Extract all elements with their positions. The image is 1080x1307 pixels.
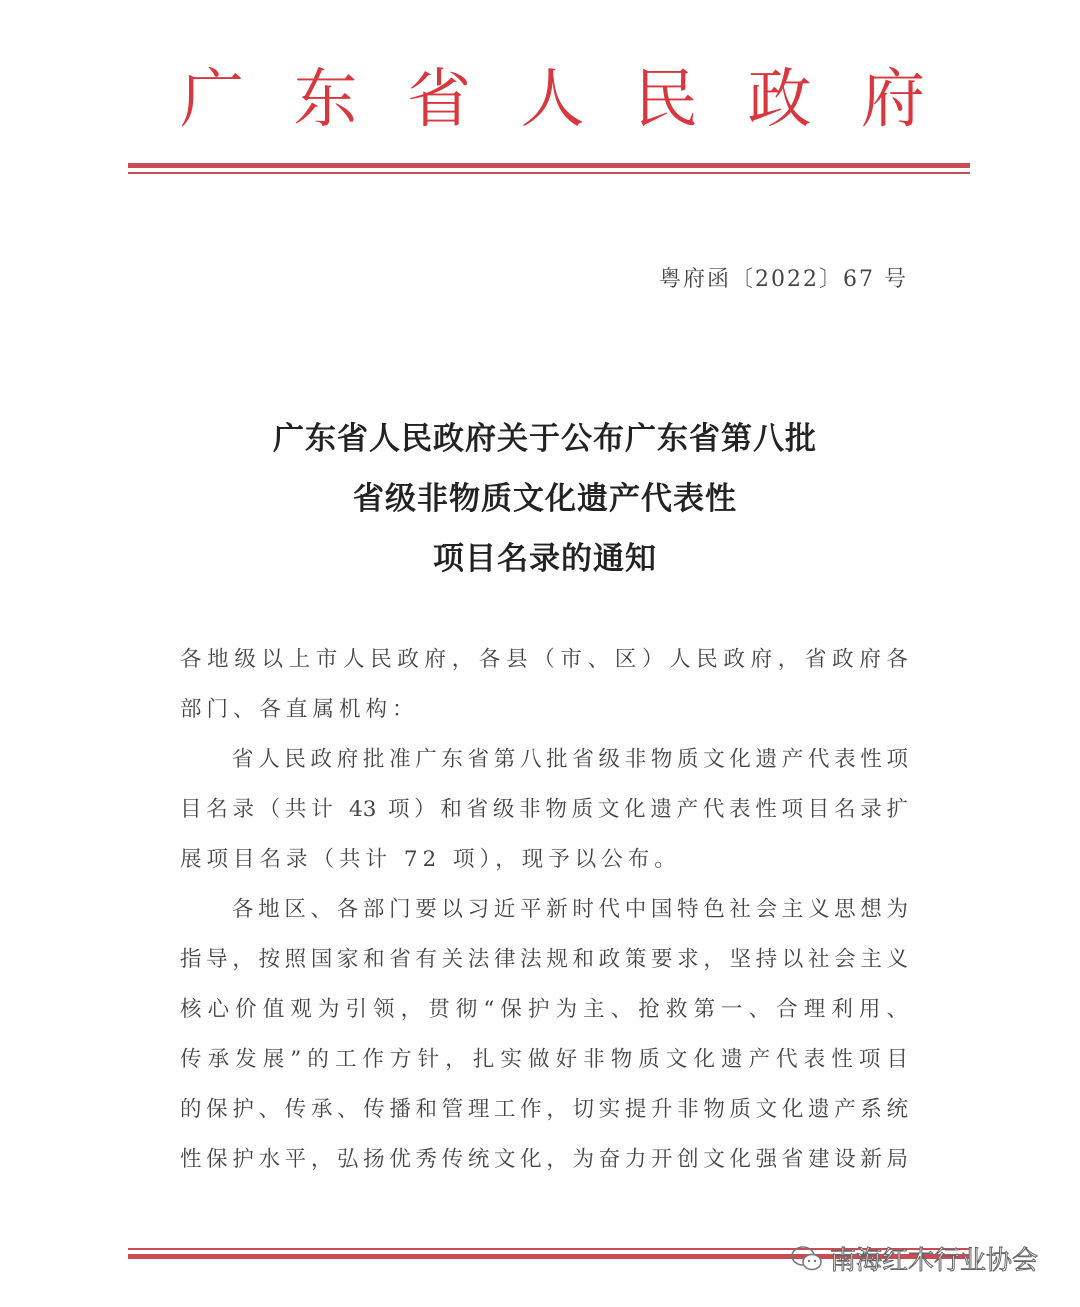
body-line: 展项目名录（共计 72 项），现予以公布。 xyxy=(180,847,681,872)
body-line: 省人民政府批准广东省第八批省级非物质文化遗产代表性项 xyxy=(232,747,908,772)
masthead-char: 省 xyxy=(407,63,471,137)
masthead-char: 东 xyxy=(293,63,358,137)
wechat-icon xyxy=(790,1245,824,1273)
top-rule-thin xyxy=(128,172,970,174)
masthead xyxy=(180,60,925,140)
body-line: 部门、各直属机构： xyxy=(180,697,419,722)
masthead-char: 政 xyxy=(747,63,812,137)
document-number: 粤府函〔2022〕67 号 xyxy=(659,267,908,292)
title-line: 广东省人民政府关于公布广东省第八批 xyxy=(273,421,817,457)
body-line: 性保护水平，弘扬优秀传统文化，为奋力开创文化强省建设新局 xyxy=(180,1147,908,1172)
body-line: 传承发展”的工作方针，扎实做好非物质文化遗产代表性项目 xyxy=(180,1047,908,1072)
masthead-char: 广 xyxy=(180,63,244,137)
masthead-char: 民 xyxy=(634,63,698,137)
body-line: 的保护、传承、传播和管理工作，切实提升非物质文化遗产系统 xyxy=(180,1097,908,1122)
body-line: 指导，按照国家和省有关法律法规和政策要求，坚持以社会主义 xyxy=(180,947,908,972)
top-rule-thick xyxy=(128,163,970,168)
body-line: 目名录（共计 43 项）和省级非物质文化遗产代表性项目名录扩 xyxy=(180,797,908,822)
body-line: 各地区、各部门要以习近平新时代中国特色社会主义思想为 xyxy=(232,897,908,922)
masthead-char: 人 xyxy=(520,63,585,137)
body-line: 各地级以上市人民政府，各县（市、区）人民政府，省政府各 xyxy=(180,647,908,672)
title-line: 省级非物质文化遗产代表性 xyxy=(353,481,737,517)
watermark-text: 南海红木行业协会 xyxy=(830,1246,1039,1276)
watermark xyxy=(790,1240,1038,1277)
body-line: 核心价值观为引领，贯彻“保护为主、抢救第一、合理利用、 xyxy=(180,997,908,1022)
masthead-char: 府 xyxy=(861,63,925,137)
title-line: 项目名录的通知 xyxy=(433,541,657,577)
